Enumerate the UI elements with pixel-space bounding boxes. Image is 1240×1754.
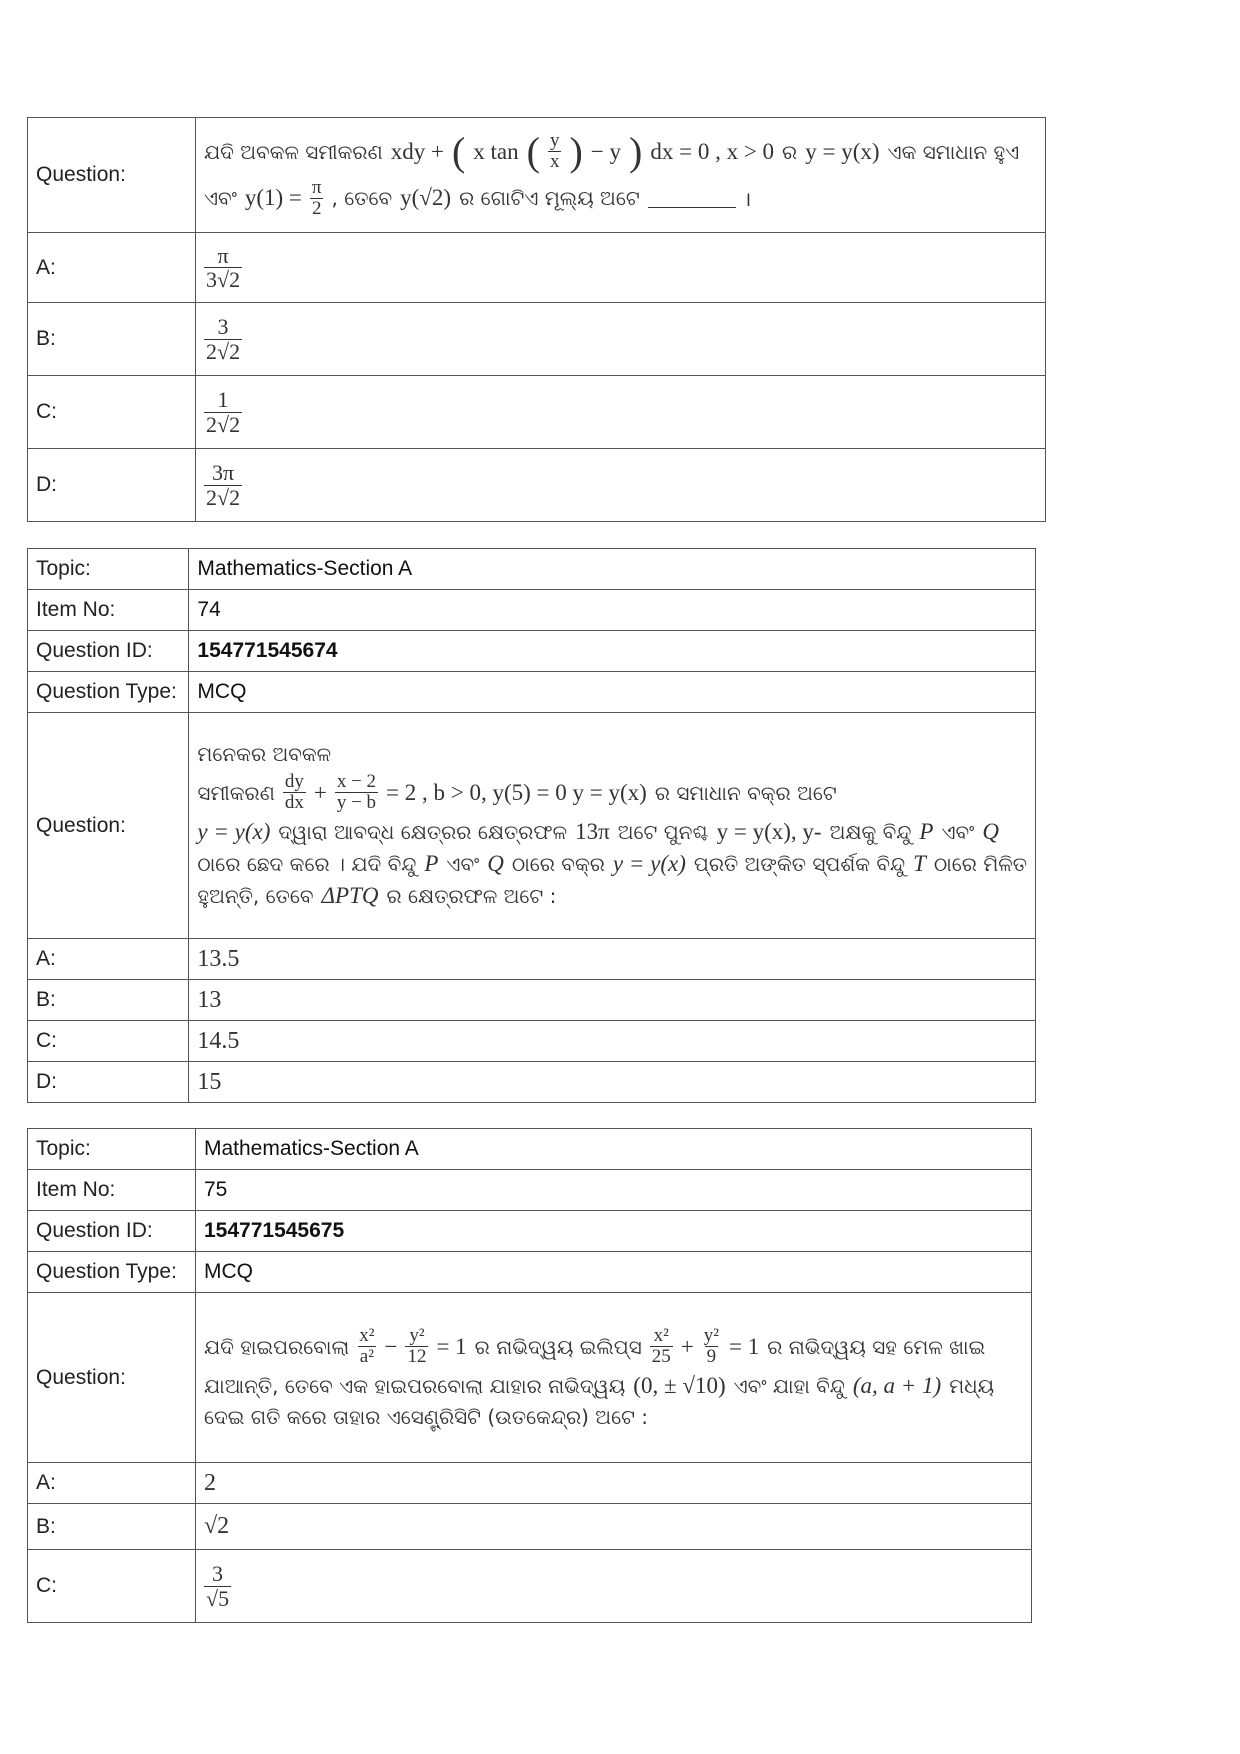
option-d: $\frac{3\pi}{2√2}$: [196, 449, 1046, 522]
option-c: 14.5: [189, 1021, 1036, 1062]
option-label: A:: [28, 939, 189, 980]
option-label: A:: [28, 233, 196, 303]
question-table-73: [27, 117, 1046, 522]
question-text: ମନେକର ଅବକଳ ସମୀକରଣ $\frac{dy}{dx}$ + $\frac{x - 2}{y - b}$ = 2 , b > 0, y(5) = 0 y = y(x) ର ସମାଧାନ ବକ୍ର ଅଟେ y = y(x) ଦ୍ୱାରା ଆବଦ୍ଧ କ୍ଷେତ୍ରର କ୍ଷେତ୍ରଫଳ 13π ଅଟେ ପୁନଶ୍ଚ y = y(x), y- ଅକ୍ଷକୁ ବିନ୍ଦୁ P ଏବଂ Q ଠାରେ ଛେଦ କରେ । ଯଦି ବିନ୍ଦୁ P ଏବଂ Q ଠାରେ ବକ୍ର y = y(x) ପ୍ରତି ଅଙ୍କିତ ସ୍ପର୍ଶକ ବିନ୍ଦୁ T ଠାରେ ମିଳିତ ହୁଅନ୍ତି, ତେବେ ΔPTQ ର କ୍ଷେତ୍ରଫଳ ଅଟେ :: [189, 713, 1036, 939]
item-no-value: 75: [196, 1170, 1032, 1211]
option-a: $\frac{\pi}{3√2}$: [196, 233, 1046, 303]
question-type-label: Question Type:: [28, 1252, 196, 1293]
item-no-label: Item No:: [28, 1170, 196, 1211]
option-a: 2: [196, 1463, 1032, 1504]
question-label: Question:: [28, 713, 189, 939]
option-label: B:: [28, 1504, 196, 1550]
option-label: C:: [28, 1021, 189, 1062]
topic-value: Mathematics-Section A: [189, 549, 1036, 590]
question-label: Question:: [28, 1293, 196, 1463]
option-d: 15: [189, 1062, 1036, 1103]
option-label: B:: [28, 303, 196, 376]
question-label: Question:: [28, 118, 196, 233]
option-c: $\frac{1}{2√2}$: [196, 376, 1046, 449]
question-type-label: Question Type:: [28, 672, 189, 713]
option-label: D:: [28, 449, 196, 522]
question-type-value: MCQ: [189, 672, 1036, 713]
question-type-value: MCQ: [196, 1252, 1032, 1293]
question-table-74: [27, 548, 1036, 1103]
option-label: D:: [28, 1062, 189, 1103]
topic-value: Mathematics-Section A: [196, 1129, 1032, 1170]
question-id-label: Question ID:: [28, 631, 189, 672]
topic-label: Topic:: [28, 549, 189, 590]
topic-label: Topic:: [28, 1129, 196, 1170]
question-id-label: Question ID:: [28, 1211, 196, 1252]
option-label: B:: [28, 980, 189, 1021]
item-no-value: 74: [189, 590, 1036, 631]
option-label: A:: [28, 1463, 196, 1504]
option-b: 13: [189, 980, 1036, 1021]
question-id-value: 154771545675: [196, 1211, 1032, 1252]
question-text: ଯଦି ହାଇପରବୋଲା $\frac{\text{x²}}{\text{a²}}$ − $\frac{\text{y²}}{12}$ = 1 ର ନାଭିଦ୍ୱୟ ଇଲିପ୍ସ $\frac{\text{x²}}{25}$ + $\frac{\text{y²}}{9}$ = 1 ର ନାଭିଦ୍ୱୟ ସହ ମେଳ ଖାଇ ଯାଆନ୍ତି, ତେବେ ଏକ ହାଇପରବୋଲା ଯାହାର ନାଭିଦ୍ୱୟ (0, ± √10) ଏବଂ ଯାହା ବିନ୍ଦୁ (a, a + 1) ମଧ୍ୟ ଦେଇ ଗତି କରେ ତାହାର ଏସେଣ୍ଟ୍ରିସିଟି (ଉତକେନ୍ଦ୍ର) ଅଟେ :: [196, 1293, 1032, 1463]
option-label: C:: [28, 376, 196, 449]
option-label: C:: [28, 1550, 196, 1623]
option-a: 13.5: [189, 939, 1036, 980]
question-id-value: 154771545674: [189, 631, 1036, 672]
item-no-label: Item No:: [28, 590, 189, 631]
option-b: √2: [196, 1504, 1032, 1550]
option-b: $\frac{3}{2√2}$: [196, 303, 1046, 376]
question-text: ଯଦି ଅବକଳ ସମୀକରଣ xdy + ( x tan ( $\frac{y}{x}$ ) − y ) dx = 0 , x > 0 ର y = y(x) ଏକ ସମାଧାନ ହୁଏ ଏବଂ y(1) = $\frac{\pi}{2}$ , ତେବେ y(√2) ର ଗୋଟିଏ ମୂଲ୍ୟ ଅଟେ ।: [196, 118, 1046, 233]
question-table-75: [27, 1128, 1032, 1623]
option-c: $\frac{3}{√5}$: [196, 1550, 1032, 1623]
